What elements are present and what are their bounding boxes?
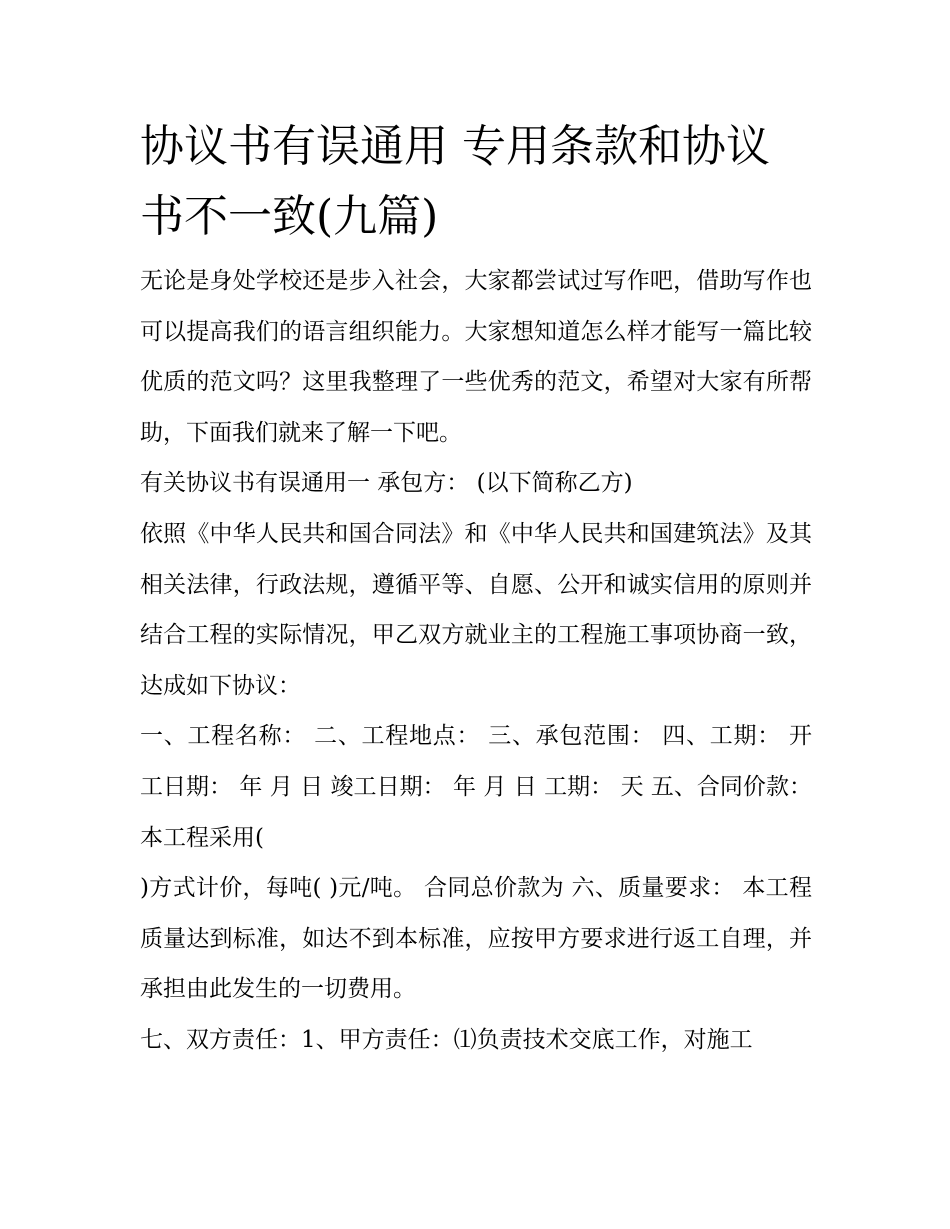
document-title: 协议书有误通用 专用条款和协议书不一致(九篇) (140, 121, 770, 242)
paragraph-responsibilities: 七、双方责任：1、甲方责任：⑴负责技术交底工作，对施工 (140, 1026, 753, 1053)
document-body (140, 112, 812, 1066)
paragraph-section-heading: 有关协议书有误通用一 承包方： (以下简称乙方) (140, 470, 633, 497)
paragraph-terms-project: 一、工程名称： 二、工程地点： 三、承包范围： 四、工期： 开工日期： 年 月 日 竣工日期： 年 月 日 工期： 天 五、合同价款：本工程采用( (140, 723, 812, 851)
paragraph-intro: 无论是身处学校还是步入社会，大家都尝试过写作吧，借助写作也可以提高我们的语言组织能力。大家想知道怎么样才能写一篇比较优质的范文吗？这里我整理了一些优秀的范文，希望对大家有所帮助，下面我们就来了解一下吧。 (140, 268, 812, 446)
paragraph-terms-pricing-quality: )方式计价，每吨( )元/吨。 合同总价款为 六、质量要求： 本工程质量达到标准，如达不到本标准，应按甲方要求进行返工自理，并承担由此发生的一切费用。 (140, 875, 812, 1003)
paragraph-legal-basis: 依照《中华人民共和国合同法》和《中华人民共和国建筑法》及其相关法律，行政法规，遵循平等、自愿、公开和诚实信用的原则并结合工程的实际情况，甲乙双方就业主的工程施工事项协商一致，达成如下协议： (140, 520, 812, 699)
